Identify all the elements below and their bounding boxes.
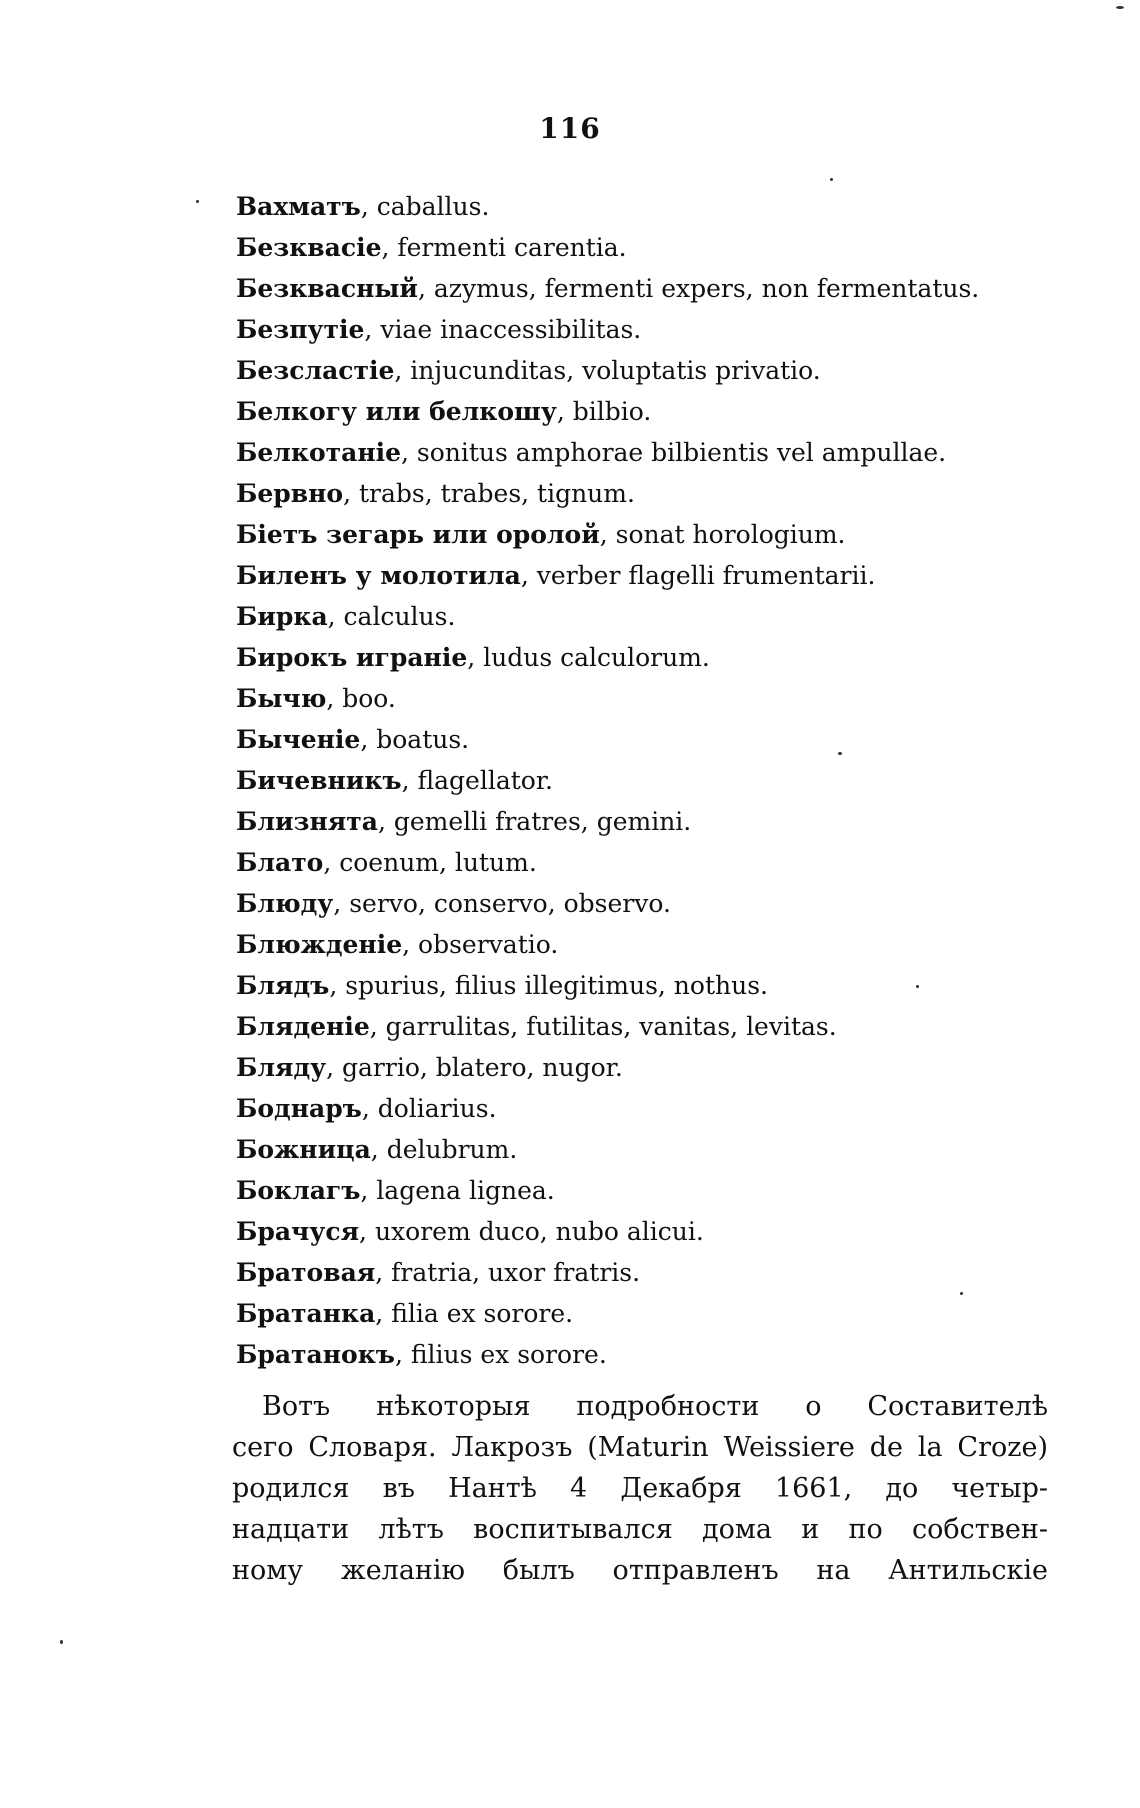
- dictionary-entry: [236, 1088, 1056, 1129]
- dictionary-entry: [236, 473, 1056, 514]
- print-speck: [830, 178, 833, 181]
- entry-headword: Безквасіе: [236, 233, 382, 262]
- dictionary-entry: [236, 1047, 1056, 1088]
- dictionary-entry: [236, 760, 1056, 801]
- entry-translation: , viae inaccessibilitas.: [364, 315, 642, 344]
- entry-translation: , verber flagelli frumentarii.: [520, 561, 876, 590]
- dictionary-entry: [236, 555, 1056, 596]
- entry-translation: , azymus, fermenti expers, non fermentatus.: [417, 274, 980, 303]
- dictionary-entry: [236, 514, 1056, 555]
- entry-headword: Божница: [236, 1135, 371, 1164]
- entry-headword: Бичевникъ: [236, 766, 402, 795]
- entry-translation: , boo.: [326, 684, 396, 713]
- entry-translation: , calculus.: [327, 602, 456, 631]
- entry-headword: Бервно: [236, 479, 344, 508]
- dictionary-entry: [236, 268, 1056, 309]
- dictionary-entry: [236, 883, 1056, 924]
- entry-headword: Братанокъ: [236, 1340, 395, 1369]
- entry-translation: , filius ex sorore.: [394, 1340, 607, 1369]
- entry-headword: Биленъ у молотила: [236, 561, 521, 590]
- entry-headword: Бирокъ играніе: [236, 643, 468, 672]
- paragraph-line: ному желанію былъ отправленъ на Антильскіе: [232, 1555, 1048, 1586]
- dictionary-entry: [236, 1293, 1056, 1334]
- entry-translation: , sonitus amphorae bilbientis vel ampullae.: [401, 438, 947, 467]
- entry-translation: , filia ex sorore.: [375, 1299, 574, 1328]
- entry-headword: Бляденіе: [236, 1012, 370, 1041]
- entry-translation: , garrulitas, futilitas, vanitas, levitas.: [369, 1012, 837, 1041]
- dictionary-entry: [236, 309, 1056, 350]
- entry-headword: Блато: [236, 848, 324, 877]
- entry-headword: Близнята: [236, 807, 378, 836]
- entry-headword: Брачуся: [236, 1217, 360, 1246]
- entry-translation: , bilbio.: [556, 397, 652, 426]
- entry-translation: , doliarius.: [361, 1094, 497, 1123]
- entry-translation: , injucunditas, voluptatis privatio.: [394, 356, 821, 385]
- dictionary-entry: [236, 350, 1056, 391]
- dictionary-entry: [236, 924, 1056, 965]
- page-number: 116: [539, 112, 601, 145]
- entry-translation: , coenum, lutum.: [323, 848, 537, 877]
- entry-translation: , garrio, blatero, nugor.: [326, 1053, 623, 1082]
- print-speck: [960, 1292, 963, 1295]
- dictionary-entry: [236, 842, 1056, 883]
- entry-translation: , delubrum.: [370, 1135, 518, 1164]
- entry-translation: , uxorem duco, nubo alicui.: [359, 1217, 704, 1246]
- entry-headword: Белкотаніе: [236, 438, 402, 467]
- paragraph-line: надцати лѣтъ воспитывался дома и по собствен-: [232, 1514, 1048, 1545]
- entry-translation: , ludus calculorum.: [467, 643, 710, 672]
- print-speck: [916, 985, 919, 988]
- entry-headword: Братанка: [236, 1299, 376, 1328]
- entry-translation: , trabs, trabes, tignum.: [343, 479, 635, 508]
- entry-headword: Бычю: [236, 684, 327, 713]
- dictionary-entry: [236, 1334, 1056, 1375]
- entry-translation: , servo, conservo, observo.: [333, 889, 671, 918]
- entry-translation: , boatus.: [360, 725, 470, 754]
- entry-headword: Біетъ зегарь или оролой: [236, 520, 600, 549]
- entry-headword: Безпутіе: [236, 315, 365, 344]
- paragraph-line: сего Словаря. Лакрозъ (Maturin Weissiere de la Croze): [232, 1432, 1048, 1463]
- entry-translation: , sonat horologium.: [599, 520, 846, 549]
- print-speck: [196, 200, 199, 203]
- entry-translation: , fratria, uxor fratris.: [375, 1258, 641, 1287]
- entry-translation: , spurius, filius illegitimus, nothus.: [329, 971, 768, 1000]
- dictionary-entry: [236, 637, 1056, 678]
- entry-headword: Быченіе: [236, 725, 361, 754]
- entry-headword: Блядъ: [236, 971, 330, 1000]
- dictionary-entry: [236, 678, 1056, 719]
- dictionary-entry: [236, 1211, 1056, 1252]
- entry-translation: , caballus.: [360, 192, 490, 221]
- dictionary-entries: [236, 186, 1056, 1375]
- dictionary-entry: [236, 719, 1056, 760]
- entry-translation: , lagena lignea.: [360, 1176, 555, 1205]
- entry-headword: Боднаръ: [236, 1094, 362, 1123]
- print-speck: [60, 1640, 63, 1644]
- print-speck: [838, 752, 842, 755]
- entry-translation: , flagellator.: [401, 766, 553, 795]
- dictionary-entry: [236, 1006, 1056, 1047]
- entry-headword: Безсластіе: [236, 356, 395, 385]
- dictionary-entry: [236, 1252, 1056, 1293]
- dictionary-entry: [236, 596, 1056, 637]
- entry-headword: Боклагъ: [236, 1176, 361, 1205]
- dictionary-entry: [236, 801, 1056, 842]
- dictionary-entry: [236, 965, 1056, 1006]
- entry-headword: Бляду: [236, 1053, 327, 1082]
- dictionary-entry: [236, 227, 1056, 268]
- dictionary-entry: [236, 432, 1056, 473]
- dictionary-entry: [236, 391, 1056, 432]
- biographical-paragraph: [232, 1386, 1048, 1591]
- dictionary-entry: [236, 1129, 1056, 1170]
- entry-headword: Блюжденіе: [236, 930, 403, 959]
- entry-translation: , fermenti carentia.: [381, 233, 627, 262]
- entry-translation: , gemelli fratres, gemini.: [377, 807, 692, 836]
- paragraph-line: Вотъ нѣкоторыя подробности о Составителѣ: [262, 1391, 1048, 1422]
- entry-headword: Бирка: [236, 602, 328, 631]
- entry-headword: Блюду: [236, 889, 334, 918]
- dictionary-entry: [236, 1170, 1056, 1211]
- print-speck: [1116, 6, 1124, 9]
- paragraph-line: родился въ Нантѣ 4 Декабря 1661, до четыр-: [232, 1473, 1048, 1504]
- entry-translation: , observatio.: [402, 930, 559, 959]
- entry-headword: Белкогу или белкошу: [236, 397, 557, 426]
- entry-headword: Вахматъ: [236, 192, 361, 221]
- entry-headword: Безквасный: [236, 274, 418, 303]
- entry-headword: Братовая: [236, 1258, 376, 1287]
- dictionary-entry: [236, 186, 1056, 227]
